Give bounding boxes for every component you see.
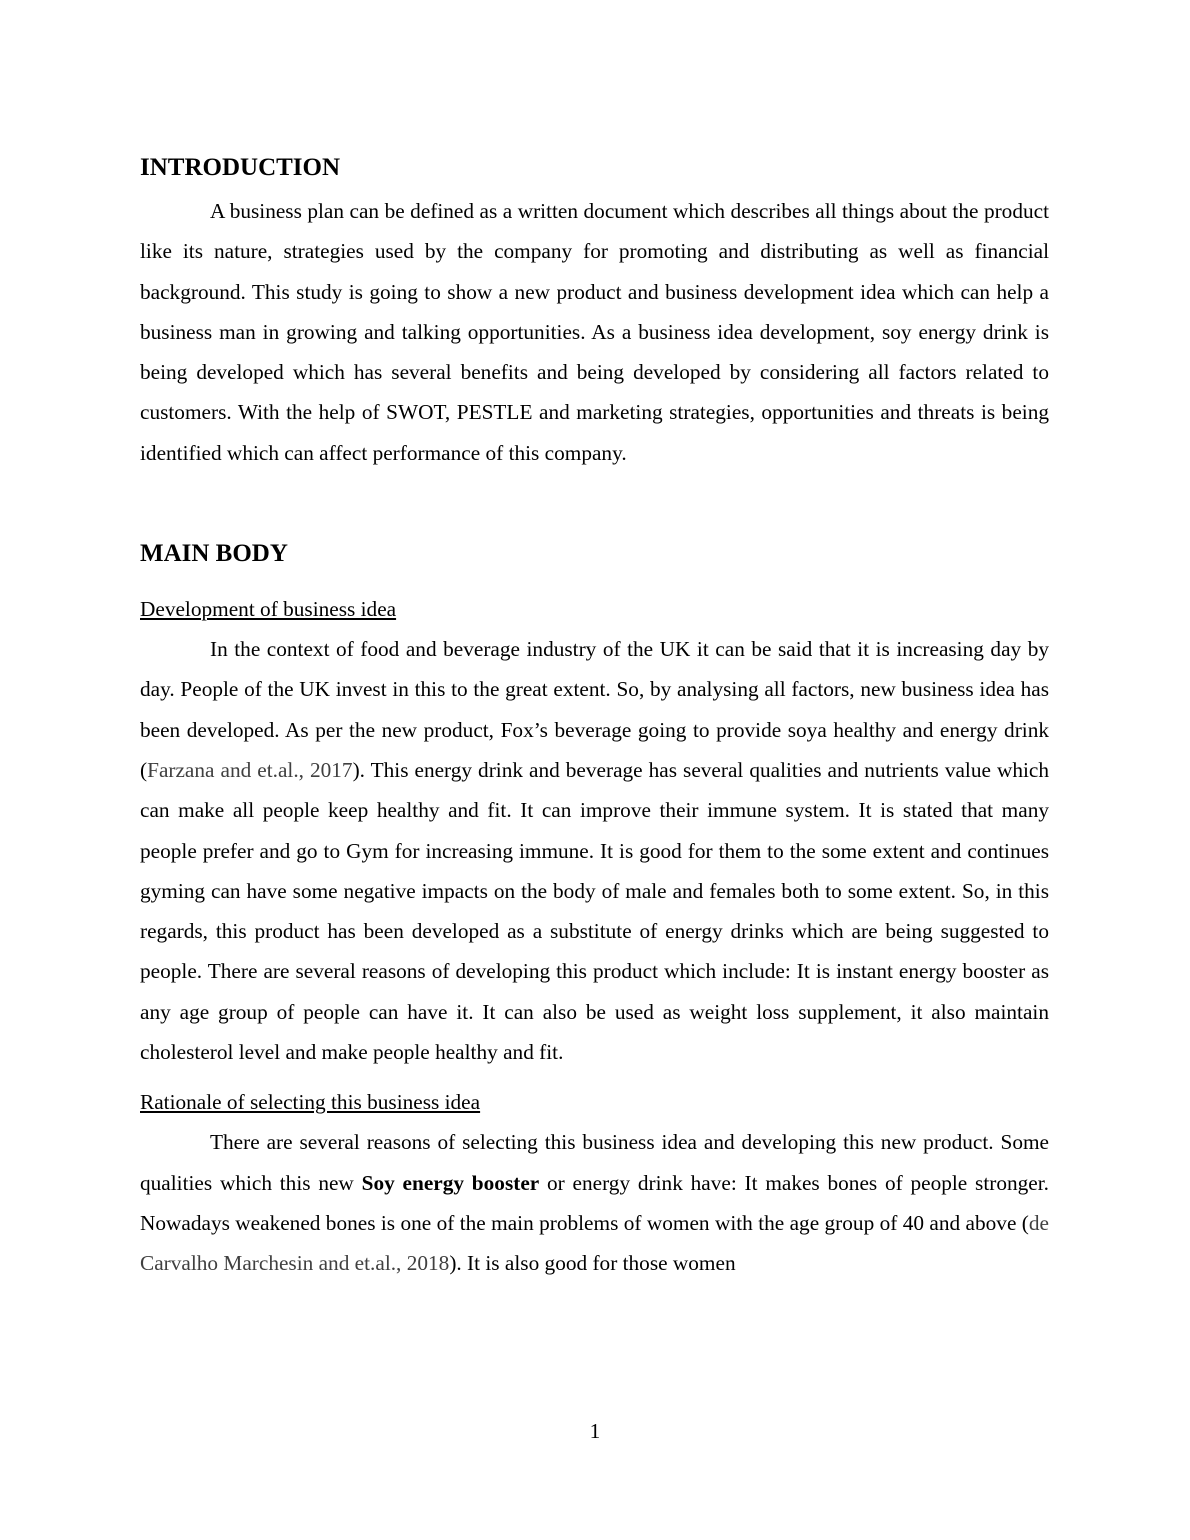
main-body-heading: MAIN BODY xyxy=(140,540,288,568)
rationale-text-start: There are several reasons of selecting this business idea and developing this new product. Some qualities which this new xyxy=(140,1130,1049,1195)
development-paragraph xyxy=(140,629,1049,1072)
rationale-text-middle: or energy drink have: It makes bones of people stronger. Nowadays weakened bones is one of the main problems of women with the age group of 40 and above ( xyxy=(140,1170,1049,1235)
rationale-subheading: Rationale of selecting this business idea xyxy=(140,1090,481,1115)
rationale-text-end: ). It is also good for those women xyxy=(449,1251,736,1276)
introduction-paragraph: A business plan can be defined as a written document which describes all things about the product like its nature, strategies used by the company for promoting and distributing as well as financial background. This study is going to show a new product and business development idea which can help a business man in growing and talking opportunities. As a business idea development, soy energy drink is being developed which has several benefits and being developed by considering all factors related to customers. With the help of SWOT, PESTLE and marketing strategies, opportunities and threats is being identified which can affect performance of this company. xyxy=(140,199,1049,465)
rationale-citation: de Carvalho Marchesin and et.al., 2018 xyxy=(140,1210,1049,1276)
page-content xyxy=(140,148,1049,1284)
development-text-end: ). This energy drink and beverage has several qualities and nutrients value which can make all people keep healthy and fit. It can improve their immune system. It is stated that many people prefer and go to Gym for increasing immune. It is good for them to the some extent and continues gyming can have some negative impacts on the body of male and females both to some extent. So, in this regards, this product has been developed as a substitute of energy drinks which are being suggested to people. There are several reasons of developing this product which include: It is instant energy booster as any age group of people can have it. It can also be used as weight loss supplement, it also maintain cholesterol level and make people healthy and fit. xyxy=(140,757,1049,1065)
introduction-heading: INTRODUCTION xyxy=(140,154,341,181)
development-text-start: In the context of food and beverage industry of the UK it can be said that it is increasing day by day. People of the UK invest in this to the great extent. So, by analysing all factors, new business idea has been developed. As per the new product, Fox’s beverage going to provide soya healthy and energy drink ( xyxy=(140,637,1049,782)
development-subheading: Development of business idea xyxy=(140,597,397,622)
page-number: 1 xyxy=(589,1419,601,1443)
development-citation: Farzana and et.al., 2017 xyxy=(147,757,353,782)
rationale-paragraph xyxy=(140,1122,1049,1283)
rationale-bold-term: Soy energy booster xyxy=(361,1170,540,1195)
